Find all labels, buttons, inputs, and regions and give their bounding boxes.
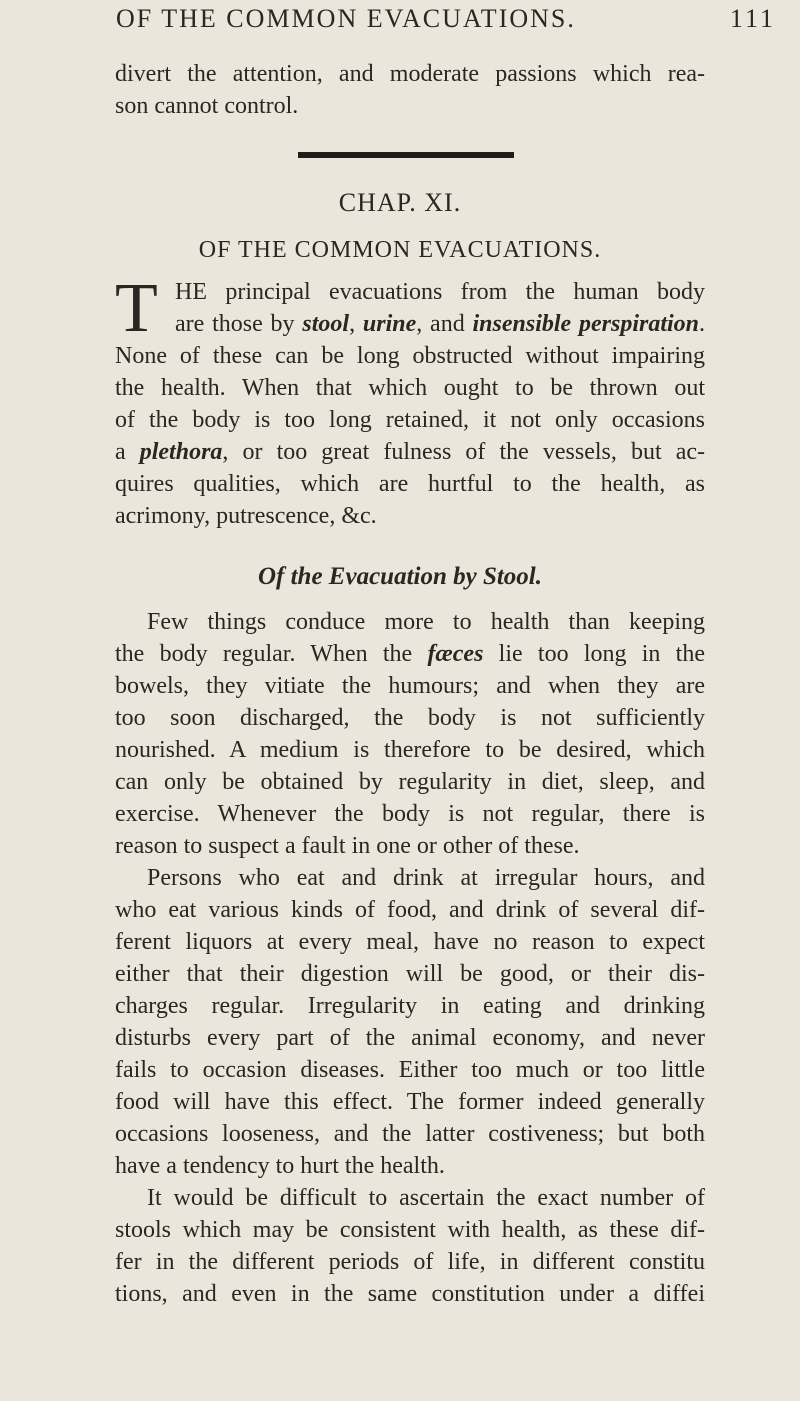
text-line: son cannot control.	[115, 93, 299, 119]
running-head-title: OF THE COMMON EVACUATIONS.	[116, 4, 576, 33]
text-line: bowels, they vitiate the humours; and when they are	[115, 673, 705, 699]
text-line: fails to occasion diseases. Either too much or too little	[115, 1057, 705, 1083]
term-urine: urine	[362, 311, 417, 337]
running-head	[116, 4, 776, 44]
text-line: a plethora, or too great fulness of the vessels, but ac-	[115, 439, 705, 465]
opening-paragraph	[115, 270, 706, 532]
term-insensible-perspiration: insensible perspiration	[472, 311, 700, 337]
text-line: stools which may be consistent with health, as these dif-	[115, 1217, 705, 1243]
text-line: too soon discharged, the body is not sufficiently	[115, 705, 705, 731]
text-line: of the body is too long retained, it not only occasions	[115, 407, 705, 433]
text-line: ferent liquors at every meal, have no reason to expect	[115, 929, 705, 955]
chapter-title: OF THE COMMON EVACUATIONS.	[198, 237, 602, 263]
text-line: are those by stool, urine, and insensible perspiration.	[175, 311, 706, 337]
text-line: charges regular. Irregularity in eating and drinking	[115, 993, 705, 1019]
text-line: acrimony, putrescence, &c.	[115, 503, 377, 529]
text-line: the body regular. When the fæces lie too long in the	[115, 641, 706, 667]
text-line: can only be obtained by regularity in diet, sleep, and	[115, 769, 705, 795]
text-line: It would be difficult to ascertain the exact number of	[147, 1185, 705, 1211]
chapter-label: CHAP. XI.	[338, 188, 462, 217]
text-line: who eat various kinds of food, and drink of several dif-	[115, 897, 705, 923]
text-line: quires qualities, which are hurtful to the health, as	[115, 471, 705, 497]
text-line: HE principal evacuations from the human body	[175, 279, 705, 305]
term-stool: stool	[302, 311, 350, 337]
page-number: 111	[729, 4, 776, 33]
intro-paragraph	[115, 58, 705, 122]
text-line: have a tendency to hurt the health.	[115, 1153, 445, 1179]
text-line: None of these can be long obstructed without impairing	[115, 343, 705, 369]
text-line: disturbs every part of the animal economy, and never	[115, 1025, 705, 1051]
drop-cap: T	[115, 270, 158, 347]
section-rule	[298, 152, 514, 158]
text-line: either that their digestion will be good, or their dis-	[115, 961, 705, 987]
text-line: occasions looseness, and the latter costiveness; but both	[115, 1121, 705, 1147]
text-line: food will have this effect. The former indeed generally	[115, 1089, 705, 1115]
text-line: exercise. Whenever the body is not regular, there is	[115, 801, 705, 827]
text-line: fer in the different periods of life, in different constitu	[115, 1249, 705, 1275]
term-plethora: plethora	[139, 439, 223, 465]
text-line: Persons who eat and drink at irregular hours, and	[147, 865, 705, 891]
stool-section-body	[115, 606, 705, 1310]
text-line: the health. When that which ought to be thrown out	[115, 375, 705, 401]
text-line: reason to suspect a fault in one or other of these.	[115, 833, 580, 859]
term-faeces: fæces	[427, 641, 484, 667]
text-line: nourished. A medium is therefore to be desired, which	[115, 737, 705, 763]
section-heading: Of the Evacuation by Stool.	[257, 563, 543, 590]
text-line: tions, and even in the same constitution under a diffei	[115, 1281, 705, 1307]
text-line: Few things conduce more to health than keeping	[147, 609, 705, 635]
text-line: divert the attention, and moderate passions which rea-	[115, 61, 705, 87]
